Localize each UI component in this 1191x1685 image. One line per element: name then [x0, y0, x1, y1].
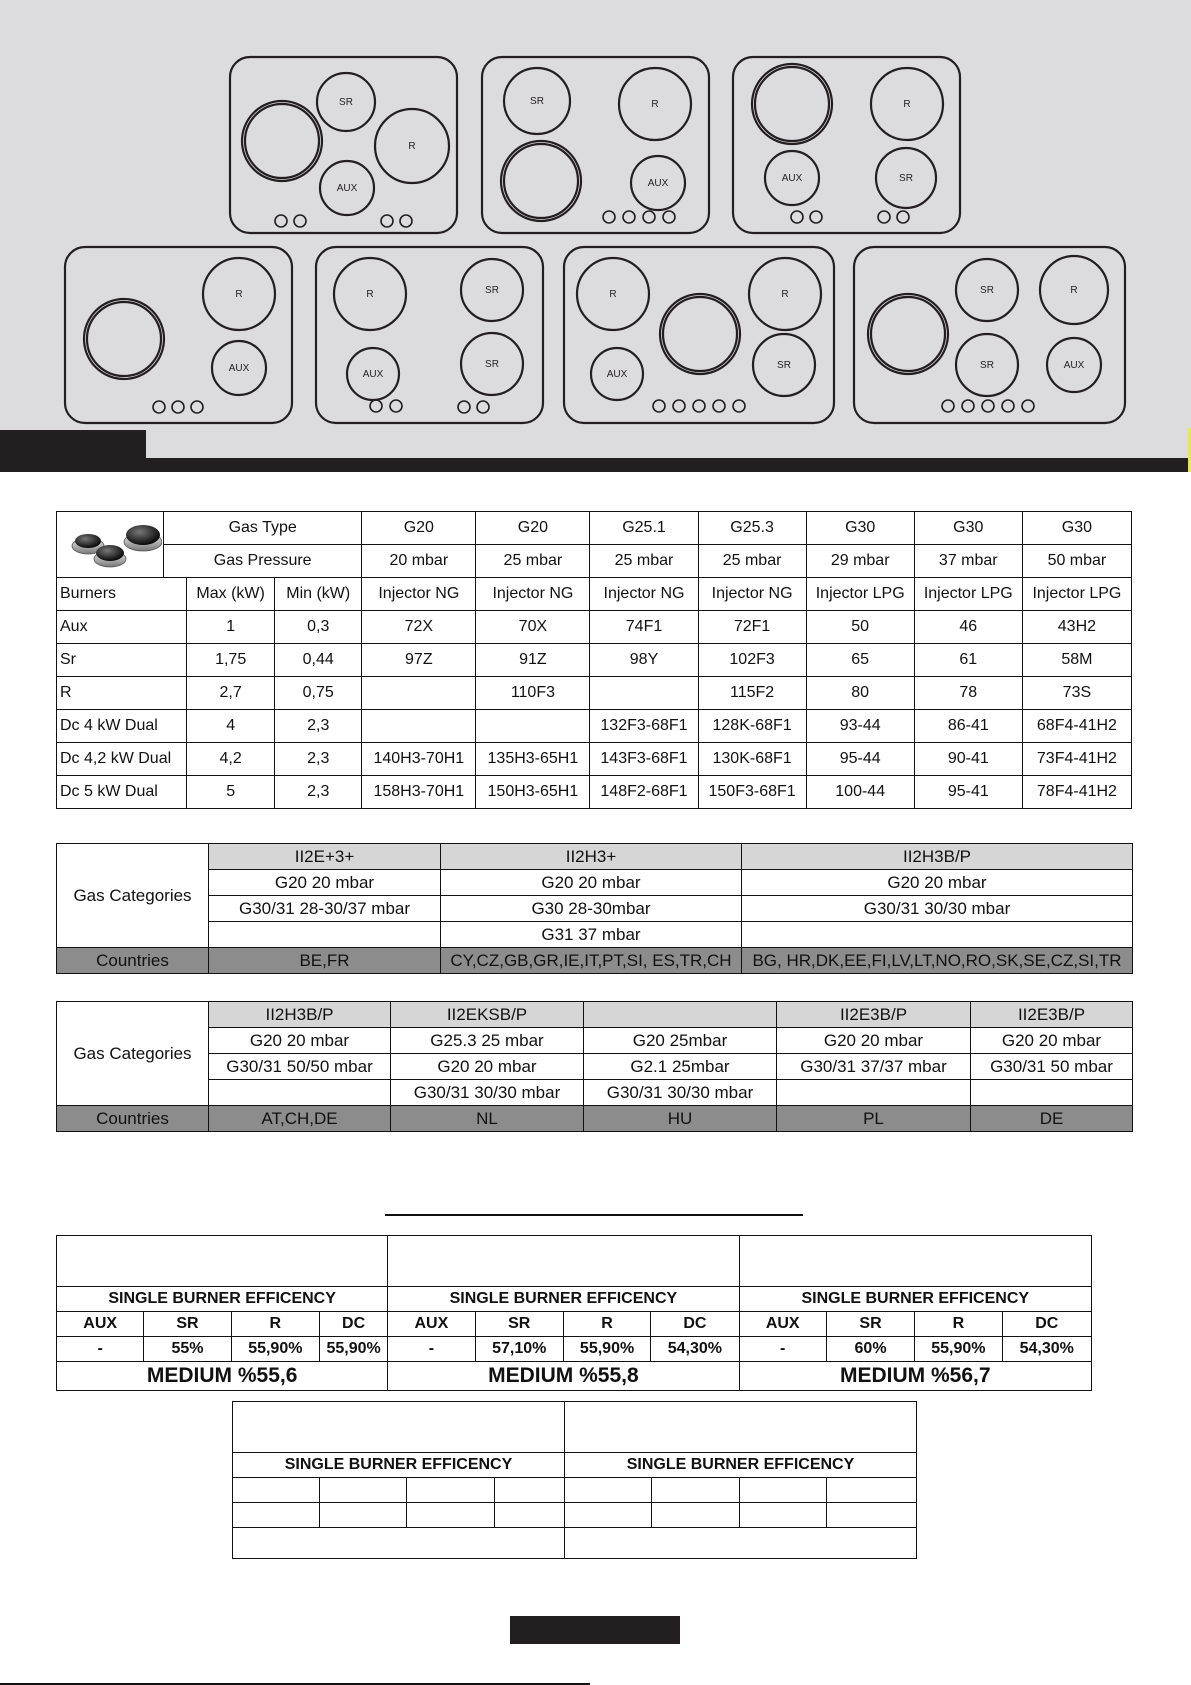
- gas-type-cell: G30: [914, 512, 1022, 545]
- column-header: Max (kW): [187, 578, 275, 611]
- burner-label: R: [366, 289, 374, 300]
- medium-efficiency: MEDIUM %56,7: [739, 1362, 1091, 1391]
- injector-cell: 143F3-68F1: [590, 743, 698, 776]
- injector-cell: 90-41: [914, 743, 1022, 776]
- countries-cell: BG, HR,DK,EE,FI,LV,LT,NO,RO,SK,SE,CZ,SI,TR: [742, 948, 1133, 974]
- injector-header-row: [57, 578, 1132, 611]
- injector-cell: 148F2-68F1: [590, 776, 698, 809]
- burner-label: SR: [485, 285, 499, 296]
- injector-cell: 132F3-68F1: [590, 710, 698, 743]
- injector-cell: [476, 710, 590, 743]
- efficiency-subtitle-row: [57, 1287, 1092, 1312]
- efficiency-value-row: [57, 1337, 1092, 1362]
- burner-header: SR: [144, 1312, 231, 1337]
- burner-label: R: [1070, 285, 1078, 296]
- gas-pressure-cell: 20 mbar: [362, 545, 476, 578]
- burner-label: R: [408, 141, 416, 152]
- injector-cell: 1,75: [187, 644, 275, 677]
- injector-cell: 74F1: [590, 611, 698, 644]
- injector-cell: 68F4-41H2: [1022, 710, 1131, 743]
- hob-diagram-band: [0, 0, 1191, 470]
- injector-cell: 150F3-68F1: [698, 776, 806, 809]
- burner-header: AUX: [57, 1312, 144, 1337]
- burner-caps-icon: [58, 512, 162, 572]
- injector-row: [57, 611, 1132, 644]
- gas-category-table-1: [56, 843, 1133, 974]
- gas-cell: G20 25mbar: [584, 1028, 777, 1054]
- injector-cell: 150H3-65H1: [476, 776, 590, 809]
- gas-categories-label: Gas Categories: [57, 844, 209, 948]
- injector-cell: 4,2: [187, 743, 275, 776]
- efficiency-header-row: [57, 1312, 1092, 1337]
- efficiency-value: 60%: [826, 1337, 914, 1362]
- burner-label: AUX: [228, 363, 250, 374]
- injector-cell: 46: [914, 611, 1022, 644]
- gas-pressure-cell: 50 mbar: [1022, 545, 1131, 578]
- injector-cell: 70X: [476, 611, 590, 644]
- empty-cell: [827, 1503, 917, 1528]
- burner-label: R: [903, 99, 911, 110]
- gas-cell: G20 20 mbar: [209, 1028, 391, 1054]
- medium-row: [233, 1528, 917, 1559]
- injector-body: [57, 611, 1132, 809]
- efficiency-value: 55,90%: [319, 1337, 387, 1362]
- section-title-rule: [385, 1214, 803, 1216]
- hob-layout-2: [482, 57, 709, 233]
- injector-cell: 61: [914, 644, 1022, 677]
- gas-pressure-cell: 25 mbar: [590, 545, 698, 578]
- burner-label: SR: [530, 96, 544, 107]
- category-header: [584, 1002, 777, 1028]
- gas-pressure-cell: 25 mbar: [698, 545, 806, 578]
- column-header: Injector LPG: [1022, 578, 1131, 611]
- injector-cell: 110F3: [476, 677, 590, 710]
- gas-cell: [777, 1080, 971, 1106]
- empty-cell: [495, 1503, 565, 1528]
- category-row: [57, 1002, 1133, 1028]
- efficiency-value: 55%: [144, 1337, 231, 1362]
- burner-label: SR: [339, 97, 353, 108]
- efficiency-subtitle: SINGLE BURNER EFFICENCY: [388, 1287, 739, 1312]
- gas-row: [57, 896, 1133, 922]
- burner-name: Dc 4 kW Dual: [57, 710, 187, 743]
- gas-pressure-row: [57, 545, 1132, 578]
- category-row: [57, 844, 1133, 870]
- injector-cell: 0,75: [275, 677, 362, 710]
- injector-cell: 128K-68F1: [698, 710, 806, 743]
- efficiency-subtitle: SINGLE BURNER EFFICENCY: [57, 1287, 388, 1312]
- empty-cell: [233, 1503, 320, 1528]
- injector-cell: 73S: [1022, 677, 1131, 710]
- injector-cell: 115F2: [698, 677, 806, 710]
- burner-name: Sr: [57, 644, 187, 677]
- gas-row: [57, 1054, 1133, 1080]
- empty-cell: [565, 1478, 652, 1503]
- empty-cell: [407, 1503, 495, 1528]
- gas-cell: G20 20 mbar: [742, 870, 1133, 896]
- injector-cell: 158H3-70H1: [362, 776, 476, 809]
- efficiency-value: 54,30%: [1002, 1337, 1091, 1362]
- gas-row: [57, 922, 1133, 948]
- model-title-row: [57, 1236, 1092, 1287]
- injector-cell: 72X: [362, 611, 476, 644]
- injector-row: [57, 743, 1132, 776]
- efficiency-value: -: [739, 1337, 826, 1362]
- burner-label: AUX: [647, 178, 669, 189]
- burner-label: SR: [485, 359, 499, 370]
- burner-header: DC: [1002, 1312, 1091, 1337]
- gas-cell: G2.1 25mbar: [584, 1054, 777, 1080]
- gas-cell: G20 20 mbar: [777, 1028, 971, 1054]
- model-title-cell: [388, 1236, 739, 1287]
- medium-efficiency: MEDIUM %55,6: [57, 1362, 388, 1391]
- gas-cell: G20 20 mbar: [441, 870, 742, 896]
- burner-header: SR: [475, 1312, 563, 1337]
- efficiency-table-1: [56, 1235, 1092, 1391]
- category-header: II2H3B/P: [209, 1002, 391, 1028]
- burner-label: R: [235, 289, 243, 300]
- countries-row: [57, 1106, 1133, 1132]
- injector-row: [57, 644, 1132, 677]
- gas-cell: G30 28-30mbar: [441, 896, 742, 922]
- gas-type-cell: G25.1: [590, 512, 698, 545]
- burner-name: Dc 4,2 kW Dual: [57, 743, 187, 776]
- burner-label: AUX: [781, 173, 803, 184]
- burner-label: SR: [777, 360, 791, 371]
- medium-efficiency: [565, 1528, 917, 1559]
- injector-cell: 0,44: [275, 644, 362, 677]
- category-header: II2E3B/P: [971, 1002, 1133, 1028]
- burner-label: SR: [980, 360, 994, 371]
- gas-categories-label: Gas Categories: [57, 1002, 209, 1106]
- gas-type-label: Gas Type: [164, 512, 362, 545]
- gas-cell: G30/31 50/50 mbar: [209, 1054, 391, 1080]
- gas-cell: G31 37 mbar: [441, 922, 742, 948]
- burner-name: Aux: [57, 611, 187, 644]
- empty-cell: [652, 1503, 740, 1528]
- category-header: II2EKSB/P: [391, 1002, 584, 1028]
- model-title-cell: [739, 1236, 1091, 1287]
- gas-cell: [209, 1080, 391, 1106]
- medium-row: [57, 1362, 1092, 1391]
- injector-cell: 2,3: [275, 776, 362, 809]
- burner-label: AUX: [362, 369, 384, 380]
- countries-cell: DE: [971, 1106, 1133, 1132]
- efficiency-value: -: [57, 1337, 144, 1362]
- countries-cell: HU: [584, 1106, 777, 1132]
- medium-efficiency: [233, 1528, 565, 1559]
- empty-cell: [320, 1478, 407, 1503]
- gas-pressure-cell: 37 mbar: [914, 545, 1022, 578]
- gas-type-cell: G30: [1022, 512, 1131, 545]
- burner-cap-image: [57, 512, 164, 578]
- empty-cell: [565, 1503, 652, 1528]
- hob-layout-4: [65, 247, 292, 423]
- countries-cell: NL: [391, 1106, 584, 1132]
- column-header: Injector NG: [362, 578, 476, 611]
- column-header: Injector LPG: [914, 578, 1022, 611]
- burner-label: AUX: [1063, 360, 1085, 371]
- hob-layout-1: [230, 57, 457, 233]
- gas-cell: [742, 922, 1133, 948]
- model-title-cell: [57, 1236, 388, 1287]
- burner-label: SR: [980, 285, 994, 296]
- gas-cell: G30/31 30/30 mbar: [584, 1080, 777, 1106]
- column-header: Min (kW): [275, 578, 362, 611]
- empty-cell: [740, 1478, 827, 1503]
- injector-cell: 140H3-70H1: [362, 743, 476, 776]
- efficiency-subtitle: SINGLE BURNER EFFICENCY: [739, 1287, 1091, 1312]
- injector-cell: 97Z: [362, 644, 476, 677]
- gas-row: [57, 870, 1133, 896]
- gas-cell: G20 20 mbar: [971, 1028, 1133, 1054]
- empty-cell: [827, 1478, 917, 1503]
- injector-cell: 102F3: [698, 644, 806, 677]
- gas-cell: G30/31 50 mbar: [971, 1054, 1133, 1080]
- injector-cell: 100-44: [806, 776, 914, 809]
- countries-cell: BE,FR: [209, 948, 441, 974]
- efficiency-subtitle: SINGLE BURNER EFFICENCY: [565, 1453, 917, 1478]
- injector-cell: 43H2: [1022, 611, 1131, 644]
- injector-cell: 78F4-41H2: [1022, 776, 1131, 809]
- gas-type-cell: G25.3: [698, 512, 806, 545]
- injector-cell: [362, 677, 476, 710]
- injector-cell: 2,3: [275, 710, 362, 743]
- countries-label: Countries: [57, 1106, 209, 1132]
- efficiency-subtitle: SINGLE BURNER EFFICENCY: [233, 1453, 565, 1478]
- hob-layout-7: [854, 247, 1125, 423]
- gas-type-cell: G30: [806, 512, 914, 545]
- burner-name: R: [57, 677, 187, 710]
- injector-cell: 2,7: [187, 677, 275, 710]
- burner-header: AUX: [388, 1312, 475, 1337]
- burner-header: SR: [826, 1312, 914, 1337]
- burner-header: R: [231, 1312, 319, 1337]
- empty-cell: [320, 1503, 407, 1528]
- countries-cell: PL: [777, 1106, 971, 1132]
- section-divider-bar: [0, 458, 1191, 472]
- injector-cell: 135H3-65H1: [476, 743, 590, 776]
- gas-cell: G30/31 37/37 mbar: [777, 1054, 971, 1080]
- burner-header: DC: [319, 1312, 387, 1337]
- page-number-box: [510, 1616, 680, 1644]
- efficiency-value-row: [233, 1503, 917, 1528]
- injector-cell: 78: [914, 677, 1022, 710]
- column-header: Injector NG: [590, 578, 698, 611]
- injector-cell: 58M: [1022, 644, 1131, 677]
- injector-cell: 0,3: [275, 611, 362, 644]
- burner-header: DC: [651, 1312, 739, 1337]
- hob-layout-5: [316, 247, 543, 423]
- hob-layout-3: [733, 57, 960, 233]
- efficiency-subtitle-row: [233, 1453, 917, 1478]
- injector-cell: 72F1: [698, 611, 806, 644]
- gas-cell: G25.3 25 mbar: [391, 1028, 584, 1054]
- injector-cell: 93-44: [806, 710, 914, 743]
- gas-cell: G30/31 28-30/37 mbar: [209, 896, 441, 922]
- gas-cell: [209, 922, 441, 948]
- countries-label: Countries: [57, 948, 209, 974]
- category-header: II2E+3+: [209, 844, 441, 870]
- gas-pressure-cell: 25 mbar: [476, 545, 590, 578]
- injector-cell: 98Y: [590, 644, 698, 677]
- efficiency-value: 57,10%: [475, 1337, 563, 1362]
- model-title-row: [233, 1402, 917, 1453]
- gas-pressure-cell: 29 mbar: [806, 545, 914, 578]
- gas-pressure-label: Gas Pressure: [164, 545, 362, 578]
- empty-cell: [740, 1503, 827, 1528]
- medium-efficiency: MEDIUM %55,8: [388, 1362, 739, 1391]
- hob-layouts-svg: [0, 0, 1191, 470]
- injector-cell: [362, 710, 476, 743]
- gas-type-cell: G20: [476, 512, 590, 545]
- gas-cell: G30/31 30/30 mbar: [391, 1080, 584, 1106]
- injector-cell: [590, 677, 698, 710]
- model-title-cell: [233, 1402, 565, 1453]
- efficiency-value: -: [388, 1337, 475, 1362]
- burner-header: AUX: [739, 1312, 826, 1337]
- efficiency-value: 55,90%: [915, 1337, 1002, 1362]
- gas-cell: G20 20 mbar: [391, 1054, 584, 1080]
- efficiency-value: 55,90%: [231, 1337, 319, 1362]
- model-title-cell: [565, 1402, 917, 1453]
- injector-cell: 2,3: [275, 743, 362, 776]
- burner-label: AUX: [606, 369, 628, 380]
- burner-header: R: [563, 1312, 650, 1337]
- category-header: II2E3B/P: [777, 1002, 971, 1028]
- injector-cell: 80: [806, 677, 914, 710]
- injector-cell: 65: [806, 644, 914, 677]
- gas-cell: G20 20 mbar: [209, 870, 441, 896]
- burner-label: R: [781, 289, 789, 300]
- countries-row: [57, 948, 1133, 974]
- injector-cell: 130K-68F1: [698, 743, 806, 776]
- burner-name: Dc 5 kW Dual: [57, 776, 187, 809]
- empty-cell: [407, 1478, 495, 1503]
- empty-cell: [495, 1478, 565, 1503]
- injector-cell: 91Z: [476, 644, 590, 677]
- injector-cell: 5: [187, 776, 275, 809]
- burner-label: SR: [899, 173, 913, 184]
- injector-cell: 50: [806, 611, 914, 644]
- empty-cell: [652, 1478, 740, 1503]
- countries-cell: AT,CH,DE: [209, 1106, 391, 1132]
- column-header: Injector LPG: [806, 578, 914, 611]
- category-header: II2H3+: [441, 844, 742, 870]
- gas-row: [57, 1028, 1133, 1054]
- column-header: Burners: [57, 578, 187, 611]
- countries-cell: CY,CZ,GB,GR,IE,IT,PT,SI, ES,TR,CH: [441, 948, 742, 974]
- empty-cell: [233, 1478, 320, 1503]
- injector-row: [57, 710, 1132, 743]
- injector-cell: 1: [187, 611, 275, 644]
- injector-cell: 4: [187, 710, 275, 743]
- injector-cell: 95-41: [914, 776, 1022, 809]
- efficiency-value: 55,90%: [563, 1337, 650, 1362]
- injector-row: [57, 776, 1132, 809]
- gas-cell: G30/31 30/30 mbar: [742, 896, 1133, 922]
- category-header: II2H3B/P: [742, 844, 1133, 870]
- gas-category-table-2: [56, 1001, 1133, 1132]
- column-header: Injector NG: [476, 578, 590, 611]
- injector-cell: 95-44: [806, 743, 914, 776]
- gas-type-cell: G20: [362, 512, 476, 545]
- injector-table: [56, 511, 1132, 809]
- hob-layout-6: [564, 247, 834, 423]
- column-header: Injector NG: [698, 578, 806, 611]
- burner-label: AUX: [336, 183, 358, 194]
- gas-row: [57, 1080, 1133, 1106]
- gas-cell: [971, 1080, 1133, 1106]
- efficiency-value: 54,30%: [651, 1337, 739, 1362]
- burner-label: R: [651, 99, 659, 110]
- gas-type-row: [57, 512, 1132, 545]
- injector-row: [57, 677, 1132, 710]
- burner-header: R: [915, 1312, 1002, 1337]
- injector-cell: 73F4-41H2: [1022, 743, 1131, 776]
- efficiency-header-row: [233, 1478, 917, 1503]
- efficiency-table-2: [232, 1401, 917, 1559]
- injector-cell: 86-41: [914, 710, 1022, 743]
- burner-label: R: [609, 289, 617, 300]
